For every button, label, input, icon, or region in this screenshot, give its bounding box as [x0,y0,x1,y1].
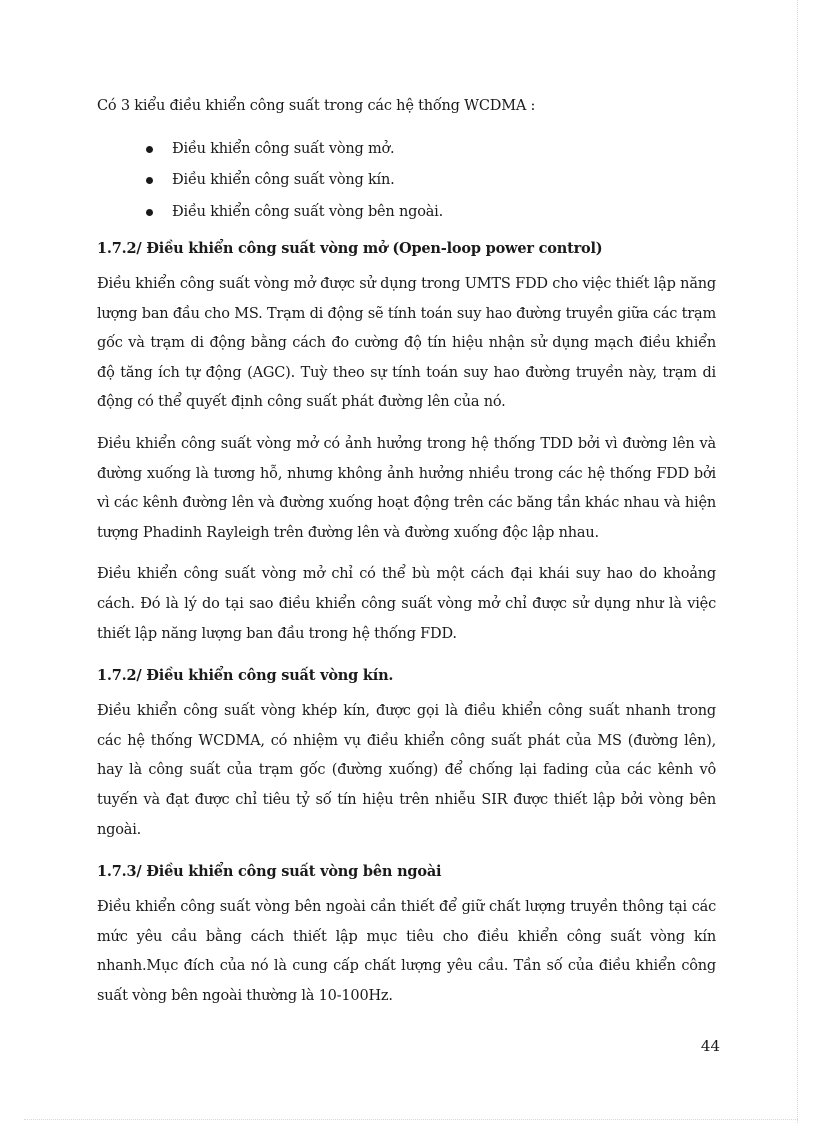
bullet-text: Điều khiển công suất vòng kín. [172,172,395,189]
section-heading: 1.7.2/ Điều khiển công suất vòng mở (Open-loop power control) [97,240,603,258]
body-paragraph: Điều khiển công suất vòng khép kín, được gọi là điều khiển công suất nhanh trong các hệ thống WCDMA, có nhiệm vụ điều khiển công suất phát của MS (đường lên), hay là công suất của trạm gốc (đường xuống) để chống lại fading của các kênh vô tuyến và đạt được chỉ tiêu tỷ số tín hiệu trên nhiễu SIR được thiết lập bởi vòng bên ngoài. [97,703,716,838]
bullet-item [97,134,716,166]
page-number: 44 [700,1037,720,1055]
bullet-list [97,134,716,229]
section-heading: 1.7.3/ Điều khiển công suất vòng bên ngoài [97,863,442,881]
body-paragraph: Điều khiển công suất vòng mở chỉ có thể bù một cách đại khái suy hao do khoảng cách. Đó là lý do tại sao điều khiển công suất vòng mở chỉ được sử dụng như là việc thiết lập năng lượng ban đầu trong hệ thống FDD. [97,566,716,642]
page-content [97,92,716,1024]
section-heading: 1.7.2/ Điều khiển công suất vòng kín. [97,667,394,685]
bullet-icon [146,146,153,153]
bullet-icon [146,209,153,216]
section-closed-loop [97,661,716,845]
section-open-loop [97,234,716,649]
bullet-item [97,197,716,229]
page-edge-bottom [24,1119,798,1120]
page-edge-right [797,0,798,1123]
bullet-text: Điều khiển công suất vòng mở. [172,140,395,157]
section-outer-loop [97,857,716,1011]
body-paragraph: Điều khiển công suất vòng mở được sử dụng trong UMTS FDD cho việc thiết lập năng lượng ban đầu cho MS. Trạm di động sẽ tính toán suy hao đường truyền giữa các trạm gốc và trạm di động bằng cách đo cường độ tín hiệu nhận sử dụng mạch điều khiển độ tăng ích tự động (AGC). Tuỳ theo sự tính toán suy hao đường truyền này, trạm di động có thể quyết định công suất phát đường lên của nó. [97,276,716,411]
bullet-icon [146,177,153,184]
intro-paragraph: Có 3 kiểu điều khiển công suất trong các hệ thống WCDMA : [97,98,536,114]
bullet-text: Điều khiển công suất vòng bên ngoài. [172,203,444,220]
bullet-item [97,165,716,197]
body-paragraph: Điều khiển công suất vòng bên ngoài cần thiết để giữ chất lượng truyền thông tại các mức yêu cầu bằng cách thiết lập mục tiêu cho điều khiển công suất vòng kín nhanh.Mục đích của nó là cung cấp chất lượng yêu cầu. Tần số của điều khiển công suất vòng bên ngoài thường là 10-100Hz. [97,899,716,1004]
body-paragraph: Điều khiển công suất vòng mở có ảnh hưởng trong hệ thống TDD bởi vì đường lên và đường xuống là tương hỗ, nhưng không ảnh hưởng nhiều trong các hệ thống FDD bởi vì các kênh đường lên và đường xuống hoạt động trên các băng tần khác nhau và hiện tượng Phadinh Rayleigh trên đường lên và đường xuống độc lập nhau. [97,436,716,541]
